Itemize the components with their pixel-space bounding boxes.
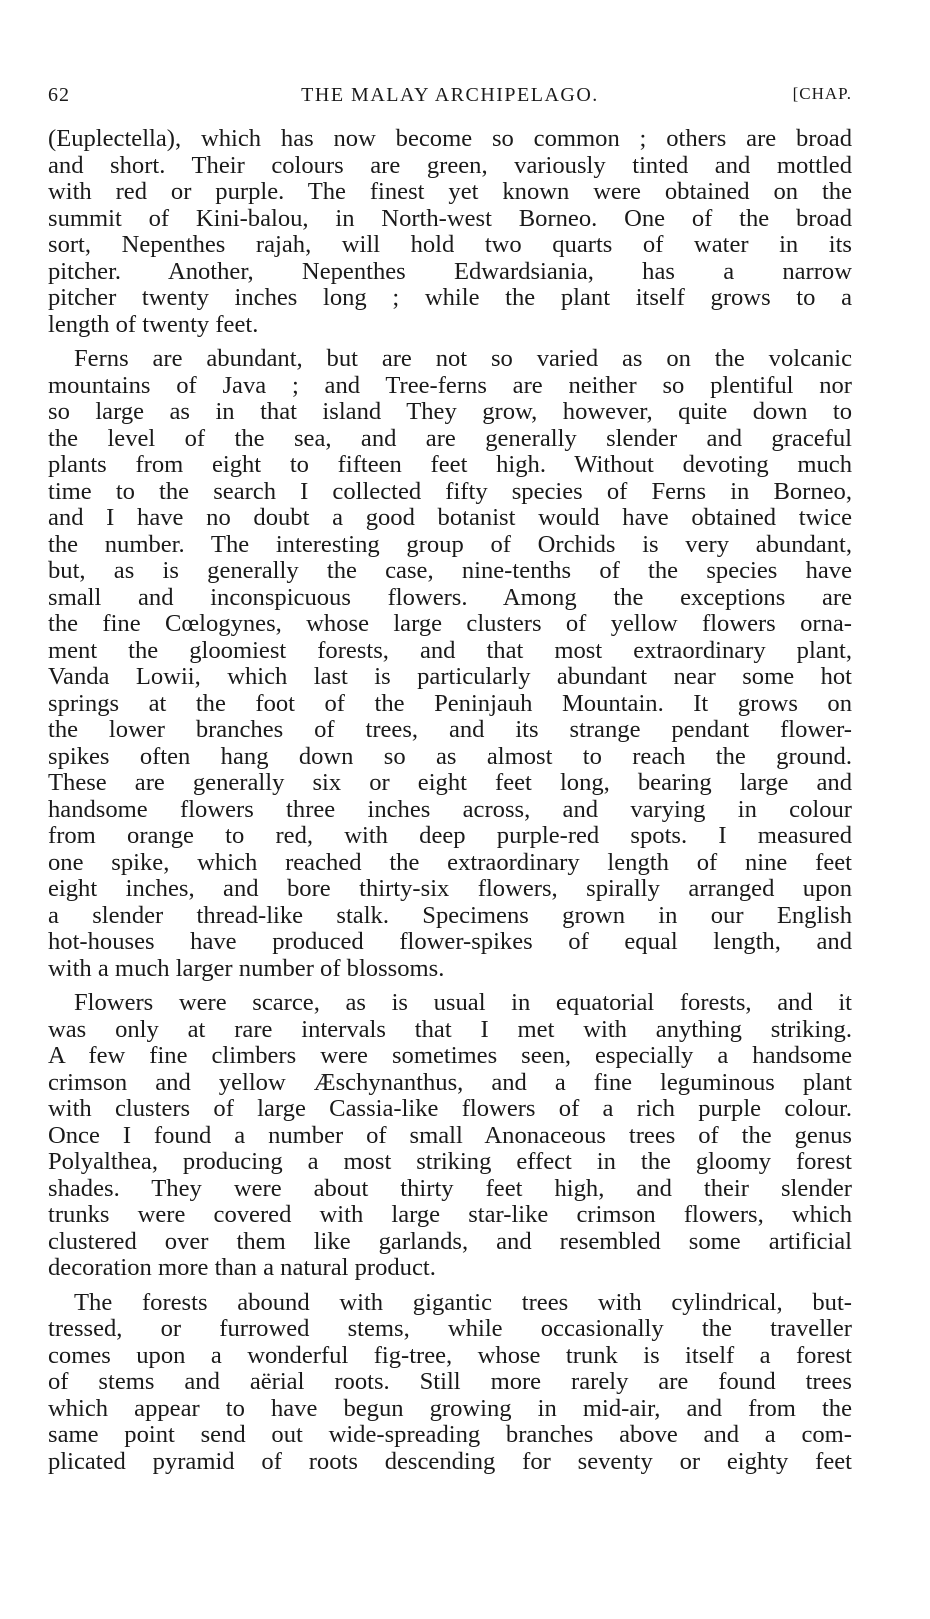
text-line: hot-houses have produced flower-spikes of equal length, and xyxy=(48,928,852,955)
text-line: same point send out wide-spreading branches above and a com- xyxy=(48,1421,852,1448)
running-head xyxy=(48,78,852,118)
text-line: a slender thread-like stalk. Specimens grown in our English xyxy=(48,901,852,929)
text-line: with clusters of large Cassia-like flowers of a rich purple colour. xyxy=(48,1095,852,1122)
text-line: mountains of Java ; and Tree-ferns are neither so plentiful nor xyxy=(48,371,852,399)
text-line: These are generally six or eight feet long, bearing large and xyxy=(48,769,852,796)
text-line: small and inconspicuous flowers. Among the exceptions are xyxy=(48,583,852,611)
text-line: plants from eight to fifteen feet high. Without devoting much xyxy=(48,451,852,478)
text-line: eight inches, and bore thirty-six flowers, spirally arranged upon xyxy=(48,875,852,902)
text-line: decoration more than a natural product. xyxy=(48,1254,436,1281)
text-line: and I have no doubt a good botanist would have obtained twice xyxy=(48,504,852,531)
text-line: time to the search I collected fifty species of Ferns in Borneo, xyxy=(48,477,852,505)
text-line: comes upon a wonderful fig-tree, whose trunk is itself a forest xyxy=(48,1341,852,1369)
text-line: one spike, which reached the extraordinary length of nine feet xyxy=(48,848,852,876)
page-number: 62 xyxy=(48,84,70,106)
text-line: with a much larger number of blossoms. xyxy=(48,954,445,982)
text-line: tressed, or furrowed stems, while occasionally the traveller xyxy=(48,1315,852,1342)
text-line: Vanda Lowii, which last is particularly abundant near some hot xyxy=(48,663,852,690)
text-line: the fine Cœlogynes, whose large clusters of yellow flowers orna- xyxy=(48,610,852,637)
text-line: A few fine climbers were sometimes seen, especially a handsome xyxy=(48,1042,852,1069)
text-line: Flowers were scarce, as is usual in equatorial forests, and it xyxy=(74,989,852,1016)
paragraph xyxy=(48,1290,852,1476)
text-line: sort, Nepenthes rajah, will hold two quarts of water in its xyxy=(48,231,852,258)
text-line: shades. They were about thirty feet high, and their slender xyxy=(48,1174,852,1202)
text-line: summit of Kini-balou, in North-west Borneo. One of the broad xyxy=(48,204,852,232)
book-title: THE MALAY ARCHIPELAGO. xyxy=(301,84,599,106)
text-line: Once I found a number of small Anonaceous trees of the genus xyxy=(48,1121,852,1149)
text-line: with red or purple. The finest yet known were obtained on the xyxy=(48,178,852,205)
paragraph xyxy=(48,126,852,338)
text-line: Ferns are abundant, but are not so varied as on the volcanic xyxy=(74,345,852,372)
paragraph xyxy=(48,990,852,1282)
text-line: from orange to red, with deep purple-red spots. I measured xyxy=(48,822,852,849)
paragraph xyxy=(48,346,852,982)
text-line: The forests abound with gigantic trees with cylindrical, but- xyxy=(74,1288,852,1316)
text-line: the level of the sea, and are generally slender and graceful xyxy=(48,424,852,452)
text-line: handsome flowers three inches across, and varying in colour xyxy=(48,795,852,823)
text-line: crimson and yellow Æschynanthus, and a fine leguminous plant xyxy=(48,1068,852,1096)
text-line: (Euplectella), which has now become so common ; others are broad xyxy=(48,125,852,152)
text-line: the number. The interesting group of Orchids is very abundant, xyxy=(48,530,852,558)
text-line: so large as in that island They grow, however, quite down to xyxy=(48,398,852,425)
text-line: was only at rare intervals that I met with anything striking. xyxy=(48,1015,852,1043)
text-line: and short. Their colours are green, variously tinted and mottled xyxy=(48,151,852,179)
text-line: length of twenty feet. xyxy=(48,310,259,338)
text-line: pitcher. Another, Nepenthes Edwardsiania, has a narrow xyxy=(48,257,852,285)
book-page xyxy=(48,78,852,1483)
text-line: trunks were covered with large star-like crimson flowers, which xyxy=(48,1201,852,1228)
text-line: spikes often hang down so as almost to reach the ground. xyxy=(48,742,852,770)
text-line: pitcher twenty inches long ; while the plant itself grows to a xyxy=(48,284,852,311)
text-line: the lower branches of trees, and its strange pendant flower- xyxy=(48,716,852,743)
text-line: but, as is generally the case, nine-tenths of the species have xyxy=(48,557,852,584)
text-line: which appear to have begun growing in mid-air, and from the xyxy=(48,1394,852,1422)
text-line: Polyalthea, producing a most striking effect in the gloomy forest xyxy=(48,1148,852,1175)
text-line: ment the gloomiest forests, and that most extraordinary plant, xyxy=(48,636,852,664)
text-line: plicated pyramid of roots descending for seventy or eighty feet xyxy=(48,1447,852,1475)
text-line: clustered over them like garlands, and resembled some artificial xyxy=(48,1227,852,1255)
body-text xyxy=(48,126,852,1475)
text-line: of stems and aërial roots. Still more rarely are found trees xyxy=(48,1368,852,1395)
text-line: springs at the foot of the Peninjauh Mountain. It grows on xyxy=(48,689,852,717)
chapter-label: [CHAP. xyxy=(792,84,852,103)
